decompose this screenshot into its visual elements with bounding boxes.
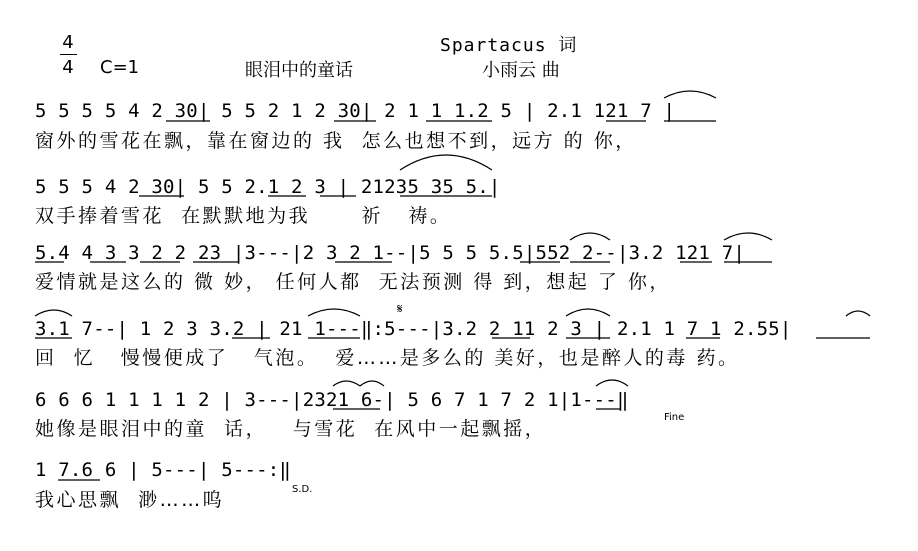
notation-line-3: 5.4 4 3 3 2 2 23 |3---|2 3 2 1--|5 5 5 5.5|552 2--|3.2 121 7| bbox=[35, 242, 745, 264]
lyric-line-1: 窗外的雪花在飘，靠在窗边的 我 怎么也想不到，远方 的 你， bbox=[35, 130, 637, 152]
time-signature-bottom: 4 bbox=[62, 57, 74, 78]
segno-mark: 𝄋 bbox=[397, 302, 403, 317]
sd-mark: S.D. bbox=[292, 484, 313, 495]
lyric-line-6: 我心思飘 渺……呜 bbox=[35, 489, 225, 511]
composer-credit: 小雨云 曲 bbox=[482, 60, 560, 81]
lyric-line-3: 爱情就是这么的 微 妙， 任何人都 无法预测 得 到，想起 了 你， bbox=[35, 271, 671, 293]
lyricist-credit: Spartacus 词 bbox=[440, 35, 578, 56]
lyric-line-2: 双手捧着雪花 在默默地为我 祈 祷。 bbox=[35, 205, 452, 227]
key-signature: C=1 bbox=[100, 57, 140, 78]
fine-mark: Fine bbox=[664, 412, 685, 423]
notation-line-4: 3.1 7--| 1 2 3 3.2 | 21 1---‖:5---|3.2 2 11 2 3 | 2.1 1 7 1 2.55| bbox=[35, 318, 792, 340]
notation-line-1: 5 5 5 5 4 2 30| 5 5 2 1 2 30| 2 1 1 1.2 5 | 2.1 121 7 | bbox=[35, 100, 676, 122]
lyric-line-5: 她像是眼泪中的童 话， 与雪花 在风中一起飘摇， bbox=[35, 418, 547, 440]
notation-line-6: 1 7.6 6 | 5---| 5---:‖ bbox=[35, 459, 292, 481]
time-signature-top: 4 bbox=[62, 32, 74, 53]
song-title: 眼泪中的童话 bbox=[245, 60, 353, 81]
notation-line-5: 6 6 6 1 1 1 1 2 | 3---|2321 6-| 5 6 7 1 7 2 1|1---‖ bbox=[35, 389, 629, 411]
lyric-line-4: 回 忆 慢慢便成了 气泡。 爱……是多么的 美好，也是醉人的毒 药。 bbox=[35, 347, 740, 369]
notation-line-2: 5 5 5 4 2 30| 5 5 2.1 2 3 | 21235 35 5.| bbox=[35, 176, 501, 198]
